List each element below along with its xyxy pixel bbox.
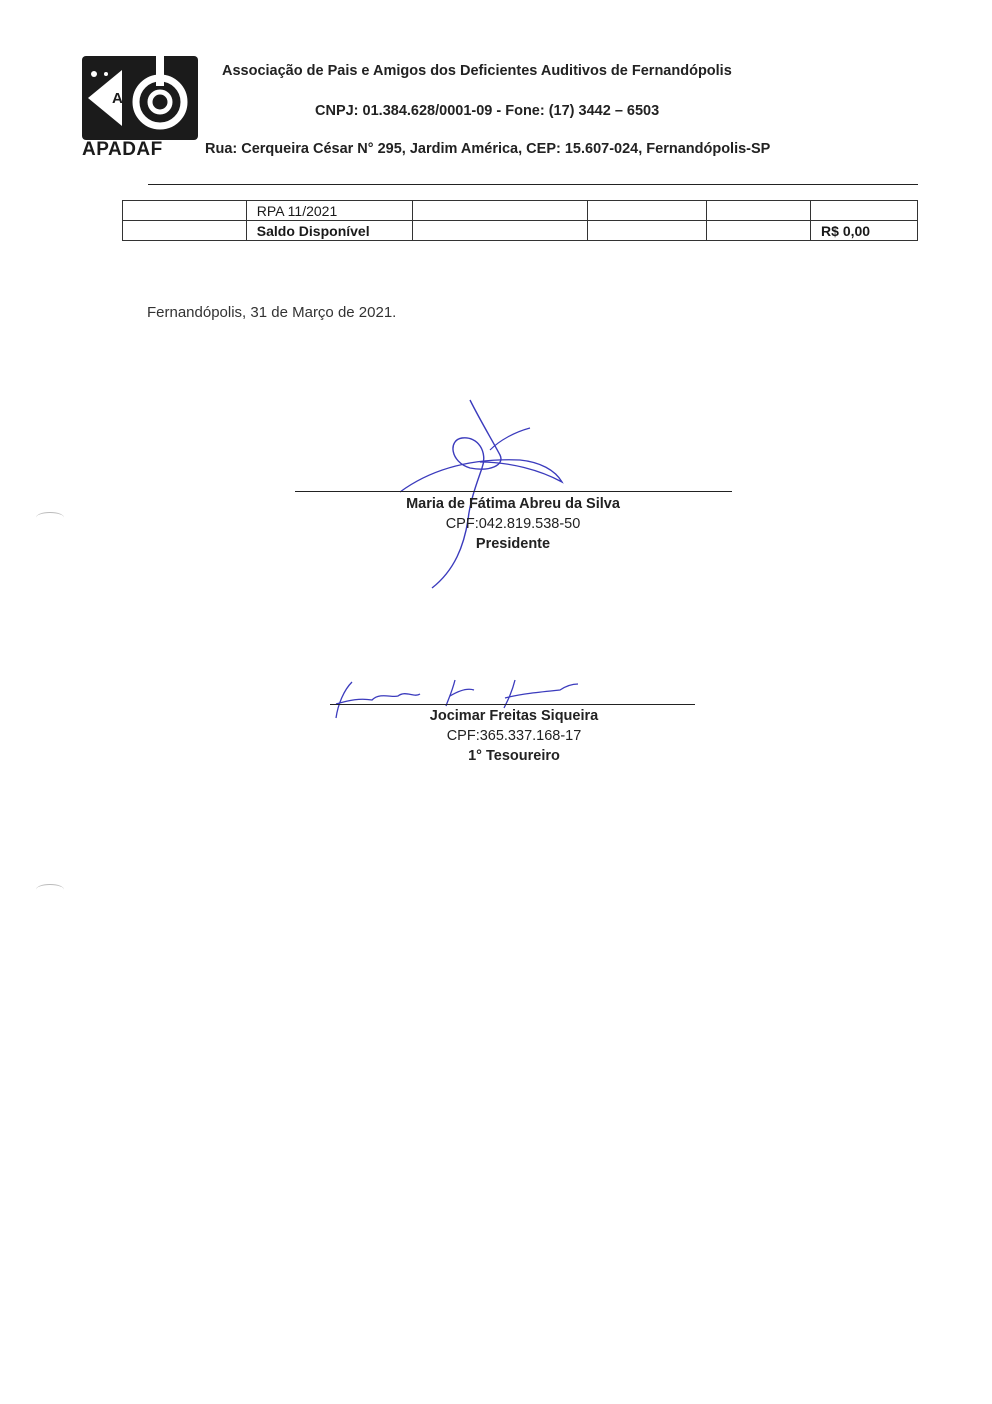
organization-address: Rua: Cerqueira César N° 295, Jardim América, CEP: 15.607-024, Fernandópolis-SP: [205, 141, 771, 157]
treasurer-name: Jocimar Freitas Siqueira: [429, 708, 599, 724]
president-cpf: CPF:042.819.538-50: [445, 516, 581, 532]
table-cell: RPA 11/2021: [246, 201, 412, 221]
table-cell: Saldo Disponível: [246, 221, 412, 241]
organization-name: Associação de Pais e Amigos dos Deficientes Auditivos de Fernandópolis: [222, 63, 732, 79]
logo-text: APADAF: [82, 139, 163, 160]
table-cell: R$ 0,00: [811, 221, 918, 241]
president-name: Maria de Fátima Abreu da Silva: [406, 496, 620, 512]
scan-mark: [36, 884, 64, 895]
svg-text:A: A: [112, 90, 123, 107]
treasurer-signature-line: [330, 704, 695, 705]
treasurer-role: 1° Tesoureiro: [468, 748, 560, 764]
scan-mark: [36, 512, 64, 523]
president-role: Presidente: [475, 536, 551, 552]
cnpj-phone: CNPJ: 01.384.628/0001-09 - Fone: (17) 3442 – 6503: [315, 103, 660, 119]
treasurer-block: [364, 706, 664, 766]
treasurer-cpf: CPF:365.337.168-17: [446, 728, 582, 744]
place-date: Fernandópolis, 31 de Março de 2021.: [147, 304, 397, 321]
